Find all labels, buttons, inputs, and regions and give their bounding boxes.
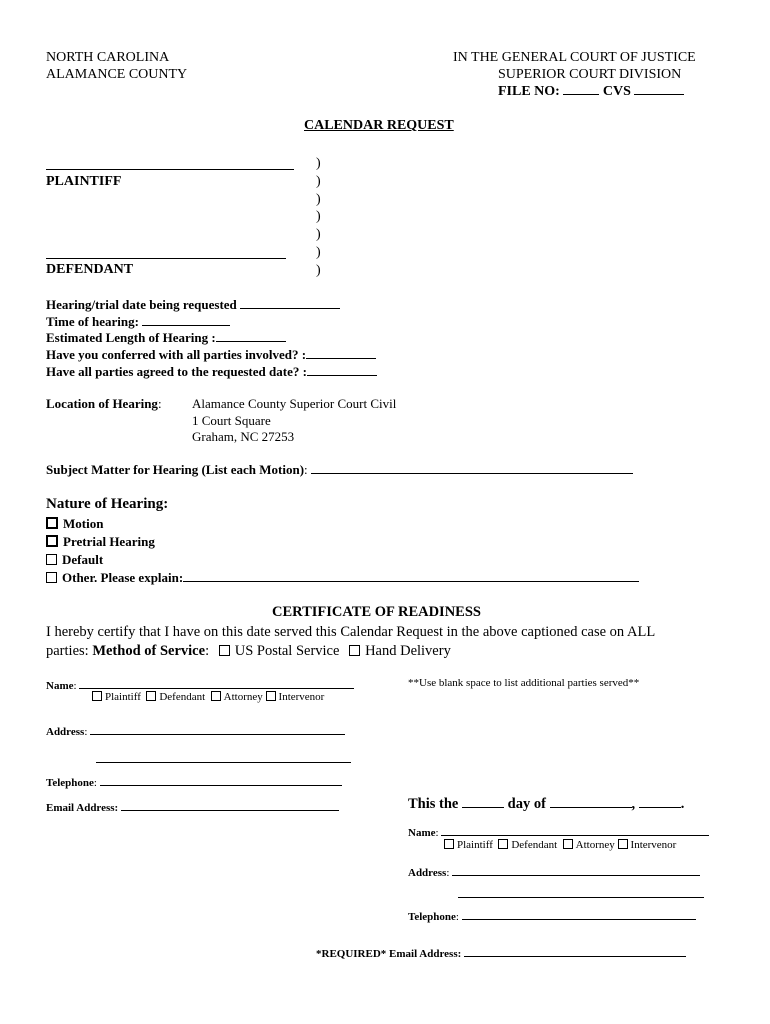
nature-option-pretrial[interactable]: Pretrial Hearing bbox=[46, 534, 639, 550]
state-name: NORTH CAROLINA bbox=[46, 50, 170, 65]
method-hand-delivery: Hand Delivery bbox=[365, 643, 451, 659]
day-blank[interactable] bbox=[462, 796, 504, 808]
left-address-row: Address: bbox=[46, 723, 345, 738]
caption-paren: ) bbox=[316, 209, 321, 225]
hearing-date-blank[interactable] bbox=[240, 297, 340, 309]
method-label: Method of Service bbox=[92, 643, 206, 659]
left-address-blank-2[interactable] bbox=[96, 751, 351, 763]
nature-heading: Nature of Hearing: bbox=[46, 496, 169, 512]
agreed-blank[interactable] bbox=[307, 364, 377, 376]
right-telephone-blank[interactable] bbox=[462, 908, 696, 920]
checkbox[interactable] bbox=[618, 839, 628, 849]
date-line: This the day of , . bbox=[408, 796, 685, 812]
left-name-row: Name: bbox=[46, 677, 354, 692]
location-label: Location of Hearing: bbox=[46, 396, 162, 411]
month-blank[interactable] bbox=[550, 796, 632, 808]
right-address-row: Address: bbox=[408, 864, 700, 879]
right-roles: Plaintiff Defendant Attorney Intervenor bbox=[444, 839, 676, 851]
defendant-label: DEFENDANT bbox=[46, 262, 134, 277]
checkbox[interactable] bbox=[46, 572, 57, 583]
nature-option-other[interactable]: Other. Please explain: bbox=[46, 570, 639, 586]
caption-paren: ) bbox=[316, 191, 321, 207]
court-name: IN THE GENERAL COURT OF JUSTICE bbox=[453, 50, 696, 65]
caption-paren: ) bbox=[316, 227, 321, 243]
checkbox[interactable] bbox=[563, 839, 573, 849]
left-roles: Plaintiff Defendant Attorney Intervenor bbox=[92, 691, 324, 703]
conferred-row: Have you conferred with all parties involved? : bbox=[46, 347, 377, 364]
caption-paren: ) bbox=[316, 244, 321, 260]
right-email-blank[interactable] bbox=[464, 945, 686, 957]
county-name: ALAMANCE COUNTY bbox=[46, 67, 188, 82]
subject-matter-label: Subject Matter for Hearing (List each Motion) bbox=[46, 462, 305, 477]
header-right bbox=[453, 49, 696, 100]
year-blank[interactable] bbox=[639, 796, 681, 808]
caption-paren: ) bbox=[316, 262, 321, 278]
right-name-blank[interactable] bbox=[441, 824, 709, 836]
nature-options bbox=[46, 516, 639, 588]
nature-option-motion[interactable]: Motion bbox=[46, 516, 639, 532]
file-no-suffix: CVS bbox=[602, 84, 631, 99]
certificate-heading: CERTIFICATE OF READINESS bbox=[272, 604, 481, 620]
hearing-length-row: Estimated Length of Hearing : bbox=[46, 330, 377, 347]
subject-matter-row: Subject Matter for Hearing (List each Motion): bbox=[46, 462, 633, 478]
location-address bbox=[192, 396, 396, 446]
file-no-cvs-blank[interactable] bbox=[634, 83, 684, 95]
file-number bbox=[453, 83, 696, 100]
file-no-label: FILE NO: bbox=[498, 84, 560, 99]
location-line3: Graham, NC 27253 bbox=[192, 429, 295, 444]
checkbox[interactable] bbox=[146, 691, 156, 701]
location-line1: Alamance County Superior Court Civil bbox=[192, 396, 397, 411]
hearing-questions bbox=[46, 297, 377, 381]
plaintiff-name-line[interactable] bbox=[46, 158, 294, 170]
checkbox[interactable] bbox=[498, 839, 508, 849]
left-email-row: Email Address: bbox=[46, 799, 339, 814]
checkbox[interactable] bbox=[46, 535, 58, 547]
right-email-row: *REQUIRED* Email Address: bbox=[316, 945, 686, 960]
checkbox[interactable] bbox=[444, 839, 454, 849]
agreed-row: Have all parties agreed to the requested date? : bbox=[46, 364, 377, 381]
caption-parens bbox=[316, 155, 321, 280]
right-address-blank-2[interactable] bbox=[458, 886, 704, 898]
checkbox[interactable] bbox=[266, 691, 276, 701]
subject-matter-blank[interactable] bbox=[311, 462, 633, 474]
checkbox[interactable] bbox=[46, 517, 58, 529]
method-us-postal: US Postal Service bbox=[234, 643, 340, 659]
right-address-blank[interactable] bbox=[452, 864, 700, 876]
checkbox[interactable] bbox=[211, 691, 221, 701]
certificate-text bbox=[46, 623, 655, 661]
checkbox-us-postal[interactable] bbox=[219, 645, 230, 656]
hearing-time-row: Time of hearing: bbox=[46, 314, 377, 331]
hearing-length-blank[interactable] bbox=[216, 330, 286, 342]
conferred-blank[interactable] bbox=[306, 347, 376, 359]
certificate-line1: I hereby certify that I have on this date served this Calendar Request in the above captioned case on ALL bbox=[46, 624, 656, 640]
certificate-line2: parties: Method of Service: US Postal Service Hand Delivery bbox=[46, 643, 451, 659]
hearing-time-blank[interactable] bbox=[142, 314, 230, 326]
caption-paren: ) bbox=[316, 173, 321, 189]
header-left bbox=[46, 49, 187, 83]
left-address-blank[interactable] bbox=[90, 723, 345, 735]
other-explain-blank[interactable] bbox=[183, 570, 639, 582]
nature-option-default[interactable]: Default bbox=[46, 552, 639, 568]
page-title: CALENDAR REQUEST bbox=[304, 118, 454, 133]
right-name-row: Name: bbox=[408, 824, 709, 839]
plaintiff-label: PLAINTIFF bbox=[46, 174, 122, 189]
checkbox[interactable] bbox=[92, 691, 102, 701]
caption-paren: ) bbox=[316, 156, 321, 171]
left-telephone-row: Telephone: bbox=[46, 774, 342, 789]
left-telephone-blank[interactable] bbox=[100, 774, 342, 786]
file-no-blank[interactable] bbox=[563, 83, 599, 95]
right-telephone-row: Telephone: bbox=[408, 908, 696, 923]
division-name: SUPERIOR COURT DIVISION bbox=[498, 67, 682, 82]
hearing-date-row: Hearing/trial date being requested bbox=[46, 297, 377, 314]
additional-parties-note: **Use blank space to list additional parties served** bbox=[408, 677, 640, 689]
left-name-blank[interactable] bbox=[79, 677, 354, 689]
checkbox[interactable] bbox=[46, 554, 57, 565]
location-line2: 1 Court Square bbox=[192, 412, 271, 428]
left-email-blank[interactable] bbox=[121, 799, 339, 811]
checkbox-hand-delivery[interactable] bbox=[349, 645, 360, 656]
defendant-name-line[interactable] bbox=[46, 247, 286, 259]
